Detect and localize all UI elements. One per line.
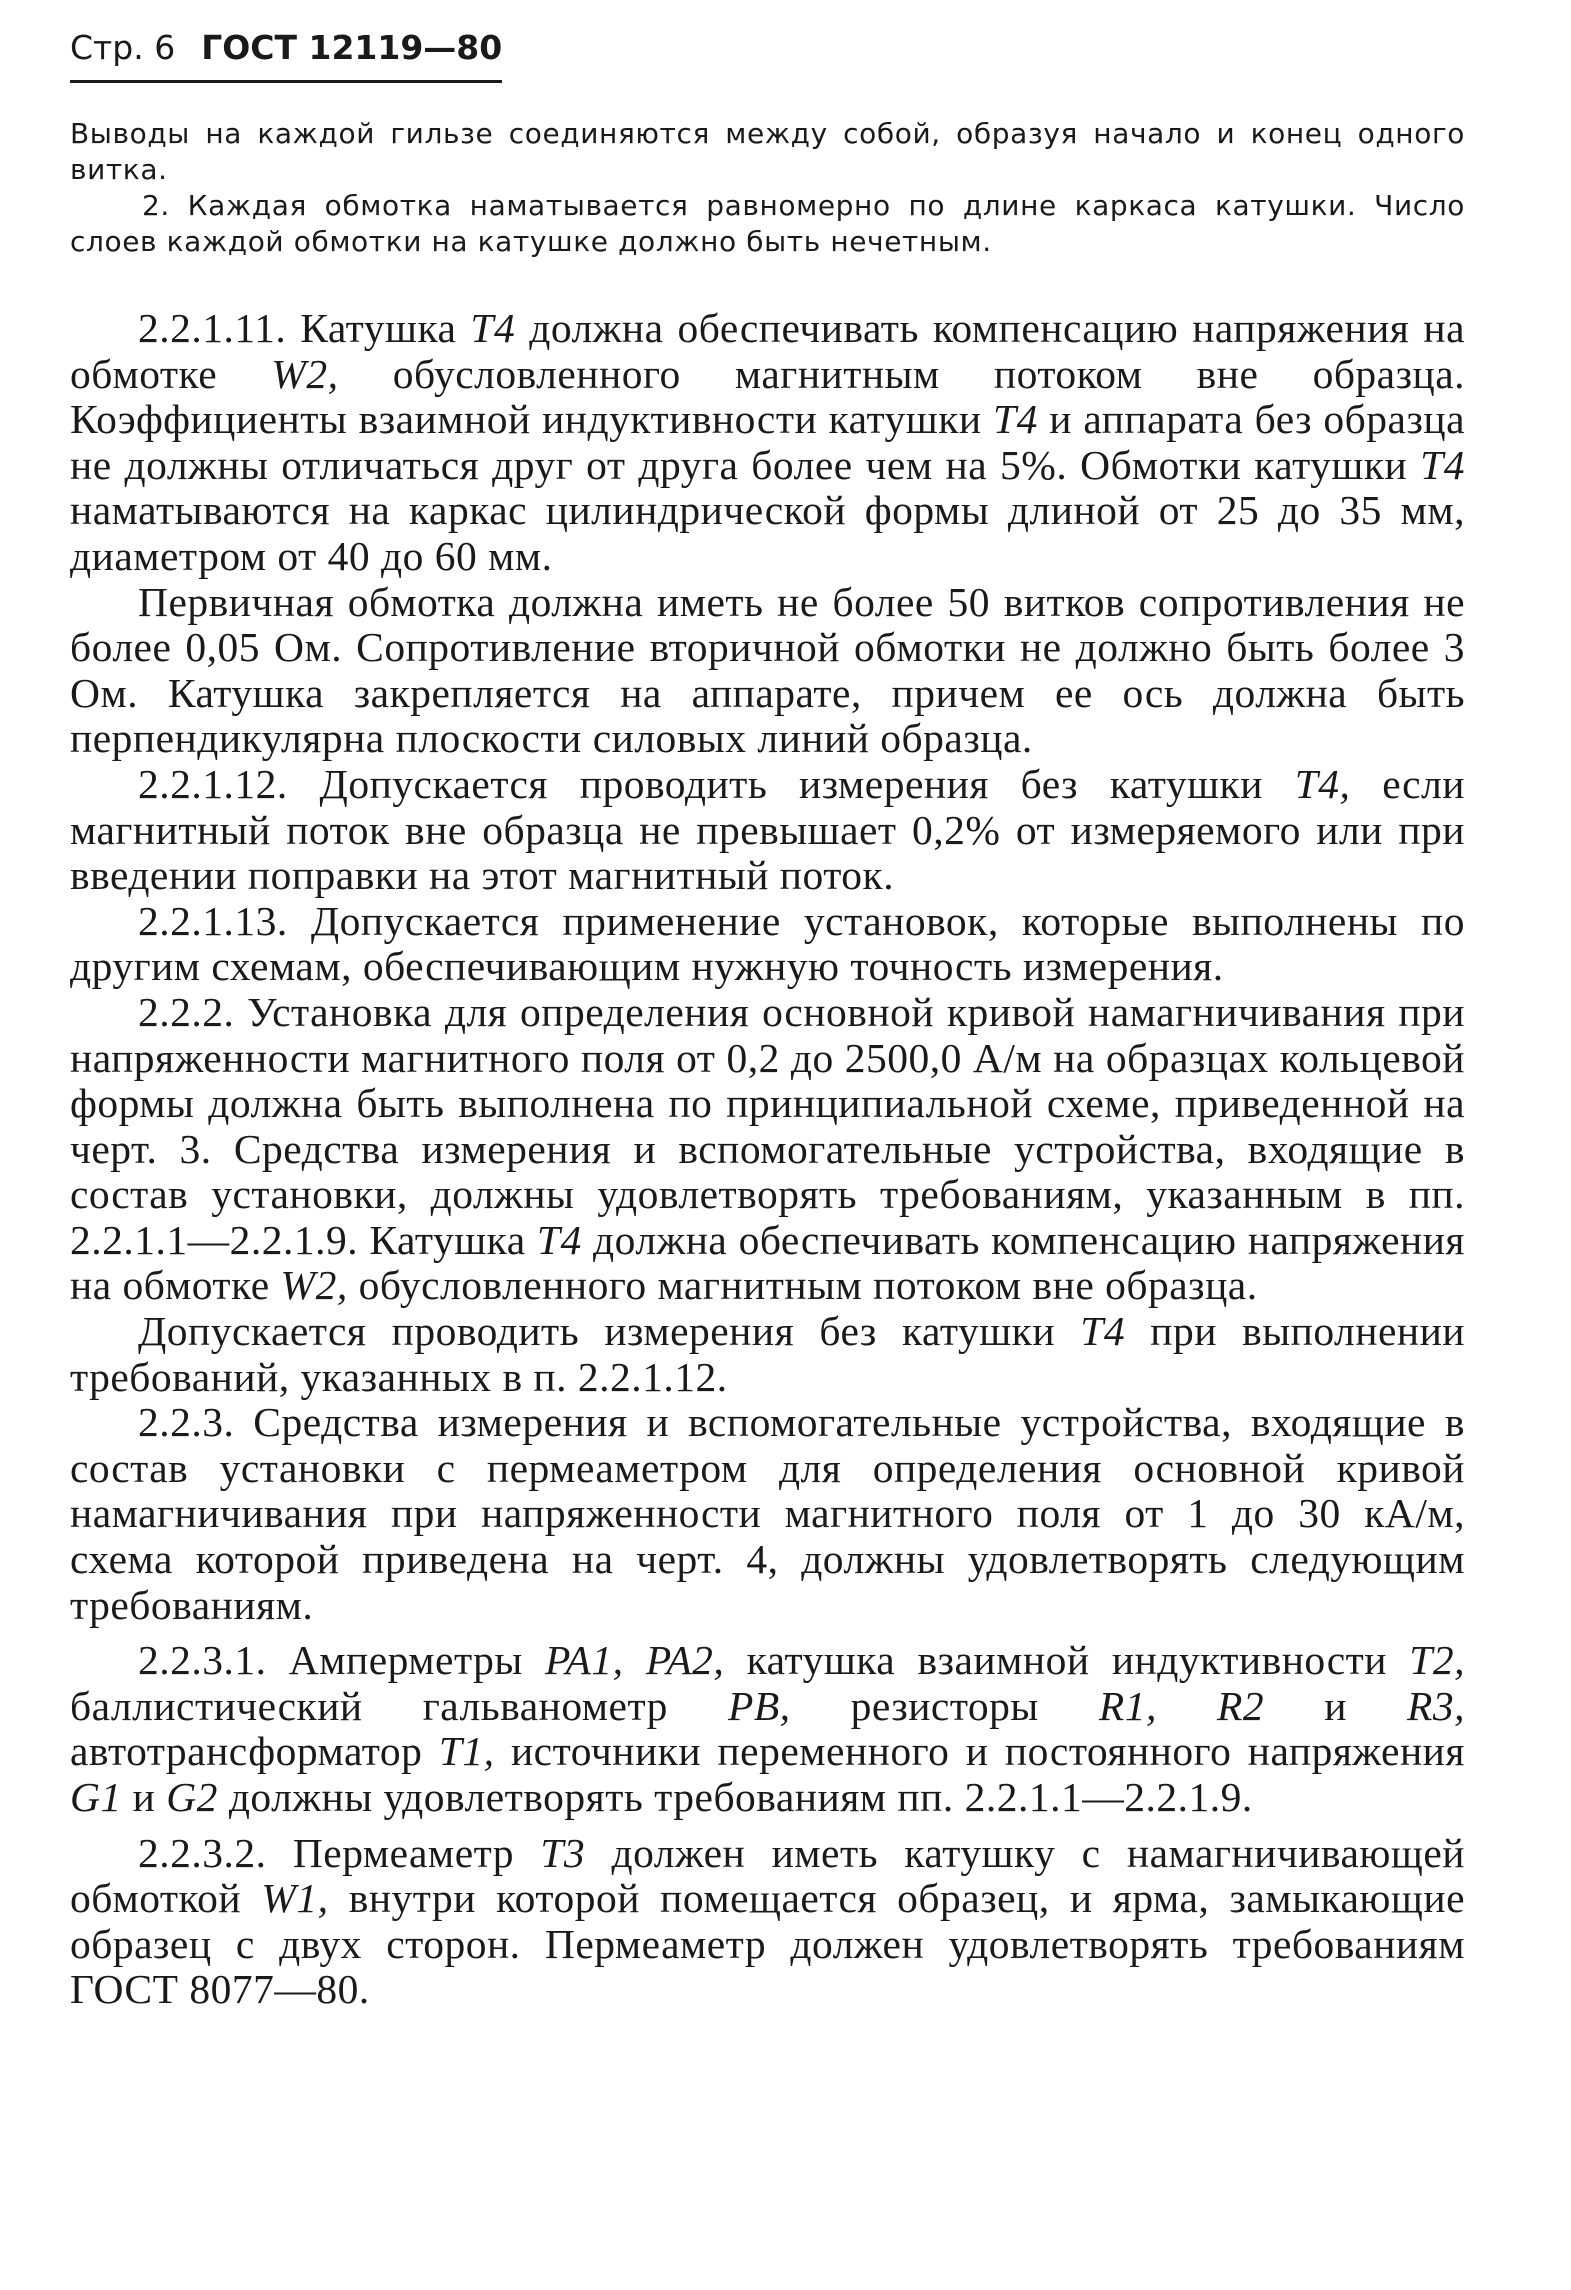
text-run: должна обеспечивать компенсацию напряжения на обмотке bbox=[70, 305, 1466, 397]
italic-symbol: Т4 bbox=[470, 305, 516, 351]
text-run: обусловленного магнитным потоком вне образца. Коэффициенты взаимной индуктивности катушки bbox=[70, 350, 1465, 443]
standard-designation: ГОСТ 12119—80 bbox=[201, 28, 503, 67]
paragraph-p-2-2-1-13 bbox=[70, 899, 1465, 990]
text-run: Допускается проводить измерения без катушки bbox=[138, 1308, 1081, 1355]
text-run: 2.2.1.13. Допускается применение установок, которые выполнены по другим схемам, обеспечивающим нужную точность измерения. bbox=[70, 897, 1465, 990]
text-run: резисторы bbox=[790, 1682, 1099, 1729]
italic-symbol: R3, bbox=[1407, 1682, 1465, 1729]
body-text bbox=[70, 306, 1465, 2013]
text-run: 2.2.1.11. Катушка bbox=[138, 305, 471, 351]
paragraph-p-2-2-3-1 bbox=[70, 1638, 1465, 1820]
italic-symbol: G1 bbox=[70, 1774, 122, 1820]
paragraph-p-2-2-3 bbox=[70, 1400, 1465, 1628]
notes-block bbox=[70, 116, 1465, 260]
text-run: должна обеспечивать компенсацию напряжения на обмотке bbox=[70, 1216, 1465, 1309]
text-run: должны удовлетворять требованиям пп. 2.2.1.1—2.2.1.9. bbox=[217, 1774, 1253, 1820]
page-number: Стр. 6 bbox=[70, 28, 176, 67]
document-page bbox=[70, 0, 1465, 2290]
note-1: Выводы на каждой гильзе соединяются между собой, образуя начало и конец одного витка. bbox=[70, 117, 1465, 186]
text-run: должен иметь катушку с намагничивающей обмоткой bbox=[70, 1829, 1465, 1922]
italic-symbol: W2, bbox=[280, 1262, 348, 1309]
text-run: внутри которой помещается образец, и ярма, замыкающие образец с двух сторон. Пермеаметр должен удовлетворять требованиям ГОСТ 8077—80. bbox=[70, 1875, 1465, 2013]
text-run: 2.2.2. Установка для определения основной кривой намагничивания при напряженности магнитного поля от 0,2 до 2500,0 А/м на образцах кольцевой формы должна быть выполнена по принципиальной схеме, приведенной на черт. 3. Средства измерения и вспомогательные устройства, входящие в состав установки, должны удовлетворять требованиям, указанным в пп. 2.2.1.1—2.2.1.9. Катушка bbox=[70, 988, 1465, 1263]
header-rule bbox=[70, 80, 502, 83]
italic-symbol: W2, bbox=[271, 350, 339, 397]
text-run: обусловленного магнитным потоком вне образца. bbox=[347, 1262, 1258, 1309]
paragraph-p-primary bbox=[70, 580, 1465, 762]
text-run: 2.2.3.1. Амперметры bbox=[138, 1637, 546, 1684]
paragraph-p-2-2-1-12 bbox=[70, 762, 1465, 899]
italic-symbol: G2 bbox=[166, 1774, 218, 1820]
text-run: и bbox=[121, 1774, 167, 1820]
text-run: Первичная обмотка должна иметь не более 50 витков сопротивления не более 0,05 Ом. Сопротивление вторичной обмотки не должно быть более 3 Ом. Катушка закрепляется на аппарате, причем ее ось должна быть перпендикулярна плоскости силовых линий образца. bbox=[70, 578, 1465, 762]
italic-symbol: PB, bbox=[727, 1682, 791, 1729]
italic-symbol: Т2, bbox=[1409, 1637, 1465, 1684]
paragraph-p-2-2-1-11 bbox=[70, 306, 1465, 580]
paragraph-p-allowed bbox=[70, 1309, 1465, 1400]
italic-symbol: R1, R2 bbox=[1098, 1682, 1265, 1729]
italic-symbol: PA1, PA2, bbox=[545, 1637, 725, 1684]
italic-symbol: W1, bbox=[261, 1875, 329, 1922]
text-run: 2.2.3.2. Пермеаметр bbox=[138, 1829, 541, 1876]
text-run: при выполнении требований, указанных в п. 2.2.1.12. bbox=[70, 1308, 1465, 1400]
page-header bbox=[70, 28, 502, 68]
italic-symbol: Т4 bbox=[1420, 441, 1465, 488]
text-run: катушка взаимной индуктивности bbox=[724, 1637, 1410, 1684]
italic-symbol: Т4 bbox=[993, 396, 1038, 443]
text-run: 2.2.3. Средства измерения и вспомогательные устройства, входящие в состав установки с пермеаметром для определения основной кривой намагничивания при напряженности магнитного поля от 1 до 30 кА/м, схема которой приведена на черт. 4, должны удовлетворять следующим требованиям. bbox=[70, 1399, 1465, 1628]
italic-symbol: Т1, bbox=[438, 1728, 495, 1775]
note-2: 2. Каждая обмотка наматывается равномерно по длине каркаса катушки. Число слоев каждой обмотки на катушке должно быть нечетным. bbox=[70, 189, 1465, 258]
text-run: баллистический гальванометр bbox=[70, 1682, 728, 1729]
paragraph-p-2-2-2 bbox=[70, 990, 1465, 1309]
text-run: и bbox=[1264, 1682, 1408, 1729]
paragraph-p-2-2-3-2 bbox=[70, 1831, 1465, 2013]
text-run: если магнитный поток вне образца не превышает 0,2% от измеряемого или при введении поправки на этот магнитный поток. bbox=[70, 760, 1465, 899]
text-run: и аппарата без образца не должны отличаться друг от друга более чем на 5%. Обмотки катушки bbox=[70, 396, 1465, 488]
text-run: источники переменного и постоянного напряжения bbox=[494, 1728, 1465, 1775]
text-run: наматываются на каркас цилиндрической формы длиной от 25 до 35 мм, диаметром от 40 до 60 мм. bbox=[70, 487, 1465, 579]
italic-symbol: Т4 bbox=[536, 1216, 582, 1263]
italic-symbol: Т3 bbox=[540, 1829, 586, 1876]
italic-symbol: Т4 bbox=[1080, 1308, 1126, 1355]
text-run: автотрансформатор bbox=[70, 1728, 439, 1775]
italic-symbol: Т4, bbox=[1294, 760, 1351, 807]
text-run: 2.2.1.12. Допускается проводить измерения без катушки bbox=[138, 760, 1295, 807]
